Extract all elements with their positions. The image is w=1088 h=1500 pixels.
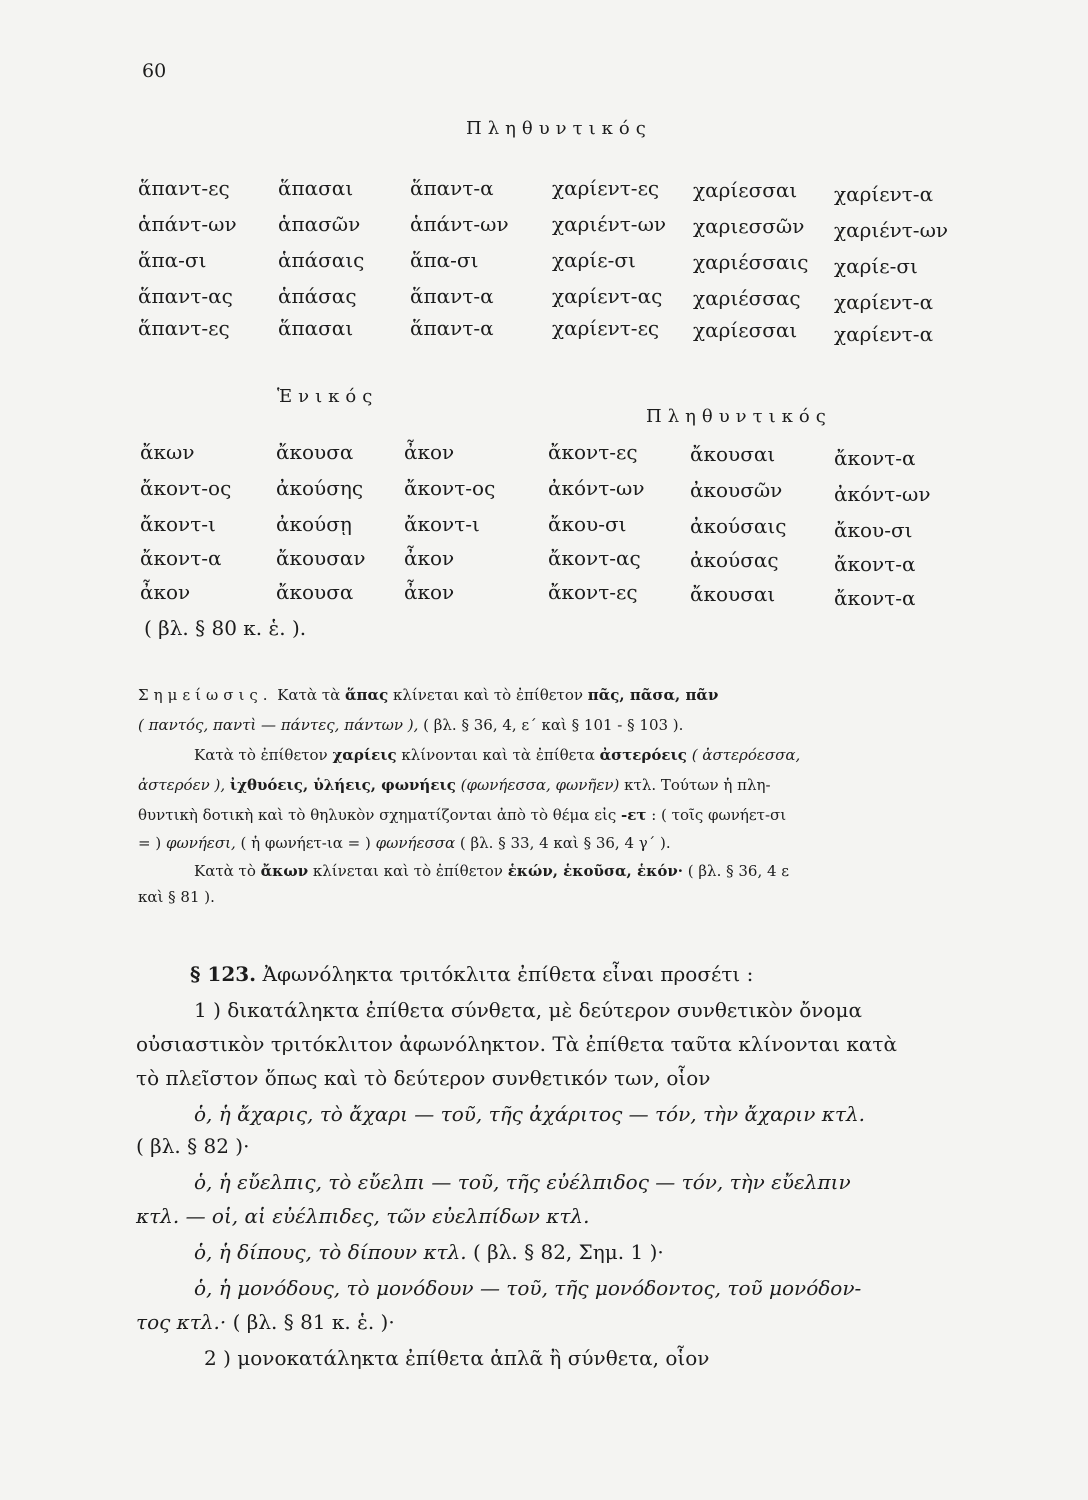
table-cell: ἅπαντ-α xyxy=(410,316,494,340)
table-cell: ἄκουσα xyxy=(276,440,354,464)
table-cell: χαριεσσῶν xyxy=(693,214,805,238)
table-cell: ἄκοντ-α xyxy=(834,446,916,470)
table-cell: ἄκου-σι xyxy=(834,518,913,542)
table-cell: χαρίεντ-ες xyxy=(552,316,660,340)
table-cell: ἆκον xyxy=(404,580,455,604)
section-number: § 123. xyxy=(190,962,257,986)
table-cell: ἀκόντ-ων xyxy=(834,482,931,506)
table-cell: ἅπα-σι xyxy=(138,248,207,272)
example-3: ὁ, ἡ δίπους, τὸ δίπουν κτλ. ( βλ. § 82, Σημ. 1 )· xyxy=(194,1240,664,1264)
note-line-1: Σημείωσις. Κατὰ τὰ ἅπας κλίνεται καὶ τὸ ἐπίθετον πᾶς, πᾶσα, πᾶν xyxy=(138,686,719,704)
table-cell: ἄκοντ-ι xyxy=(140,512,216,536)
table2-heading-singular: Ἑνικός xyxy=(277,386,379,407)
example-4-line-2: τος κτλ.· ( βλ. § 81 κ. ἑ. )· xyxy=(136,1310,395,1334)
table-cell: ἄκοντ-ος xyxy=(140,476,232,500)
table-cell: ἄκοντ-α xyxy=(834,586,916,610)
section-heading: § 123. Ἀφωνόληκτα τριτόκλιτα ἐπίθετα εἶναι προσέτι : xyxy=(190,962,754,986)
table-cell: ἀκόντ-ων xyxy=(548,476,645,500)
example-2-line-2: κτλ. — οἱ, αἱ εὐέλπιδες, τῶν εὐελπίδων κτλ. xyxy=(136,1204,590,1228)
example-2-line-1: ὁ, ἡ εὔελπις, τὸ εὔελπι — τοῦ, τῆς εὐέλπιδος — τόν, τὴν εὔελπιν xyxy=(194,1170,851,1194)
note-line-2: ( παντός, παντὶ — πάντες, πάντων ), ( βλ. § 36, 4, ε΄ καὶ § 101 - § 103 ). xyxy=(138,716,684,734)
table-cell: χαριέντ-ων xyxy=(552,212,667,236)
note-line-6: = ) φωνήεσι, ( ἡ φωνήετ-ια = ) φωνήεσσα ( βλ. § 33, 4 καὶ § 36, 4 γ΄ ). xyxy=(138,834,671,852)
table-cell: ἄκοντ-ος xyxy=(404,476,496,500)
table-cell: χαρίεσσαι xyxy=(693,178,798,202)
table-cell: ἄκουσαν xyxy=(276,546,366,570)
para-1-line-3: τὸ πλεῖστον ὅπως καὶ τὸ δεύτερον συνθετικόν των, οἷον xyxy=(136,1066,711,1090)
note-line-7: Κατὰ τὸ ἄκων κλίνεται καὶ τὸ ἐπίθετον ἑκών, ἑκοῦσα, ἑκόν· ( βλ. § 36, 4 ε xyxy=(194,862,790,880)
table-cell: ἄκου-σι xyxy=(548,512,627,536)
table-cell: ἅπαντ-ες xyxy=(138,316,230,340)
table-cell: ἅπα-σι xyxy=(410,248,479,272)
para-1-line-2: οὐσιαστικὸν τριτόκλιτον ἀφωνόληκτον. Τὰ ἐπίθετα ταῦτα κλίνονται κατὰ xyxy=(136,1032,898,1056)
table-cell: ἅπασαι xyxy=(278,316,354,340)
table-cell: ἁπάσας xyxy=(278,284,357,308)
note-line-5: θυντικὴ δοτικὴ καὶ τὸ θηλυκὸν σχηματίζονται ἀπὸ τὸ θέμα εἰς -ετ : ( τοῖς φωνήετ-σι xyxy=(138,806,787,824)
table-cell: χαριέσσας xyxy=(693,286,801,310)
table-cell: ἄκοντ-ας xyxy=(548,546,641,570)
example-4-line-1: ὁ, ἡ μονόδους, τὸ μονόδουν — τοῦ, τῆς μονόδοντος, τοῦ μονόδον- xyxy=(194,1276,862,1300)
note-label: Σημείωσις. xyxy=(138,686,273,704)
table-cell: ἄκοντ-ες xyxy=(548,440,638,464)
table-cell: ἄκοντ-ι xyxy=(404,512,480,536)
table-cell: ἁπασῶν xyxy=(278,212,361,236)
table-cell: ἀκούσῃ xyxy=(276,512,352,536)
table-cell: ἄκουσαι xyxy=(690,442,776,466)
table-cell: ἆκον xyxy=(404,546,455,570)
note-line-4: ἀστερόεν ), ἰχθυόεις, ὑλήεις, φωνήεις (φωνήεσσα, φωνῆεν) κτλ. Τούτων ἡ πλη- xyxy=(138,776,771,794)
table-cell: ἀκούσας xyxy=(690,548,779,572)
table2-reference: ( βλ. § 80 κ. ἑ. ). xyxy=(144,616,307,640)
table-cell: ἄκοντ-α xyxy=(140,546,222,570)
example-1-line-2: ( βλ. § 82 )· xyxy=(136,1134,250,1158)
table-cell: χαρίεντ-α xyxy=(834,290,934,314)
table-cell: ἁπάντ-ων xyxy=(410,212,509,236)
example-1-line-1: ὁ, ἡ ἄχαρις, τὸ ἄχαρι — τοῦ, τῆς ἀχάριτος — τόν, τὴν ἄχαριν κτλ. xyxy=(194,1102,865,1126)
table-cell: ἄκοντ-α xyxy=(834,552,916,576)
table-cell: χαριέσσαις xyxy=(693,250,809,274)
page-number: 60 xyxy=(142,60,167,82)
table-cell: ἆκον xyxy=(404,440,455,464)
note-line-8: καὶ § 81 ). xyxy=(138,888,215,906)
table-cell: χαρίεντ-ας xyxy=(552,284,663,308)
table-cell: χαριέντ-ων xyxy=(834,218,949,242)
table-cell: ἄκουσαι xyxy=(690,582,776,606)
table-cell: ἄκοντ-ες xyxy=(548,580,638,604)
table-cell: χαρίεσσαι xyxy=(693,318,798,342)
table-cell: ἅπαντ-α xyxy=(410,176,494,200)
table-cell: χαρίεντ-α xyxy=(834,322,934,346)
para-1-line-1: 1 ) δικατάληκτα ἐπίθετα σύνθετα, μὲ δεύτερον συνθετικὸν ὄνομα xyxy=(194,998,862,1022)
table-cell: χαρίεντ-α xyxy=(834,182,934,206)
table-cell: χαρίε-σι xyxy=(552,248,636,272)
table-cell: ἅπασαι xyxy=(278,176,354,200)
table-cell: ἅπαντ-ες xyxy=(138,176,230,200)
para-2: 2 ) μονοκατάληκτα ἐπίθετα ἁπλᾶ ἢ σύνθετα, οἷον xyxy=(204,1346,710,1370)
table-cell: χαρίεντ-ες xyxy=(552,176,660,200)
table-cell: ἅπαντ-ας xyxy=(138,284,233,308)
note-line-3: Κατὰ τὸ ἐπίθετον χαρίεις κλίνονται καὶ τὰ ἐπίθετα ἀστερόεις ( ἀστερόεσσα, xyxy=(194,746,801,764)
table-cell: ἁπάσαις xyxy=(278,248,365,272)
table-cell: ἄκουσα xyxy=(276,580,354,604)
table-cell: ἀκουσῶν xyxy=(690,478,783,502)
table-cell: ἀκούσης xyxy=(276,476,364,500)
table1-heading: Πληθυντικός xyxy=(466,118,652,139)
table-cell: ἄκων xyxy=(140,440,195,464)
table2-heading-plural: Πληθυντικός xyxy=(646,406,832,427)
table-cell: ἆκον xyxy=(140,580,191,604)
table-cell: χαρίε-σι xyxy=(834,254,918,278)
table-cell: ἀκούσαις xyxy=(690,514,787,538)
table-cell: ἅπαντ-α xyxy=(410,284,494,308)
table-cell: ἁπάντ-ων xyxy=(138,212,237,236)
